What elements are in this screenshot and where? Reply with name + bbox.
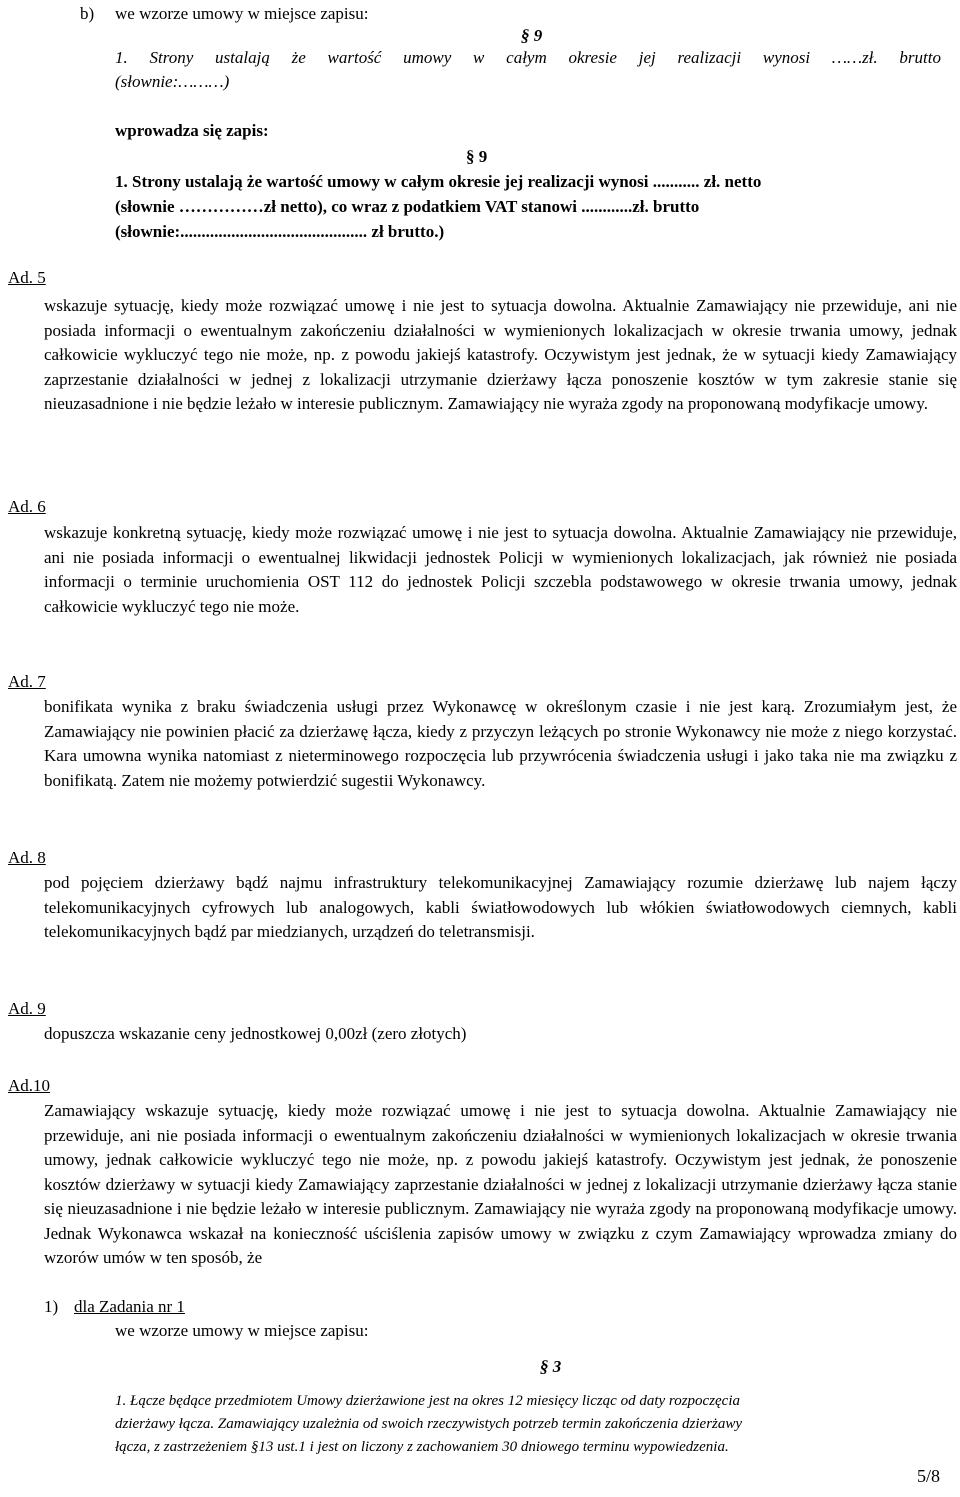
old-clause-line-1: 1. Strony ustalają że wartość umowy w całym okresie jej realizacji wynosi ……zł. brutto [115, 48, 941, 67]
clause-3-line-3: łącza, z zastrzeżeniem §13 ust.1 i jest on liczony z zachowaniem 30 dniowego terminu wypowiedzenia. [115, 1439, 729, 1455]
new-clause-line-3: (słownie:............................................ zł brutto.) [115, 222, 445, 241]
clause-3-line-1: 1. Łącze będące przedmiotem Umowy dzierżawione jest na okres 12 miesięcy licząc od daty rozpoczęcia [115, 1393, 741, 1409]
item-b-text: we wzorze umowy w miejsce zapisu: [115, 4, 369, 23]
section-9-new: § 9 [466, 147, 488, 166]
ad8-label: Ad. 8 [8, 848, 46, 867]
list-marker-b: b) [80, 4, 95, 23]
ad7-paragraph: bonifikata wynika z braku świadczenia usługi przez Wykonawcę w określonym czasie i nie jest karą. Zrozumiałym jest, że Zamawiający nie powinien płacić za dzierżawę łącza, kiedy z przyczyn leżących po stronie Wykonawcy nie może z niego korzystać. Kara umowna wynika natomiast z nieterminowego rozpoczęcia lub przywrócenia świadczenia usługi i jako taka nie ma związku z bonifikatą. Zatem nie możemy potwierdzić sugestii Wykonawcy. [44, 697, 957, 790]
new-clause-line-1: 1. Strony ustalają że wartość umowy w całym okresie jej realizacji wynosi ........... zł. netto [115, 172, 762, 191]
ad6-paragraph: wskazuje konkretną sytuację, kiedy może rozwiązać umowę i nie jest to sytuacja dowolna. Aktualnie Zamawiający nie przewiduje, ani nie posiada informacji o ewentualnej likwidacji jednostek Policji w wymienionych lokalizacjach, jak również nie posiada informacji o terminie uruchomienia OST 112 do jednostek Policji szczebla podstawowego w okresie trwania umowy, jednak całkowicie wykluczyć tego nie może. [44, 523, 957, 616]
clause-3-line-2: dzierżawy łącza. Zamawiający uzależnia od swoich rzeczywistych potrzeb termin zakończenia dzierżawy [115, 1416, 743, 1432]
page-number: 5/8 [917, 1466, 941, 1486]
ad10-item1-label: dla Zadania nr 1 [74, 1297, 185, 1316]
ad9-label: Ad. 9 [8, 999, 46, 1018]
ad10-item1-text: we wzorze umowy w miejsce zapisu: [115, 1321, 369, 1340]
section-3: § 3 [540, 1357, 562, 1376]
ad5-label: Ad. 5 [8, 268, 46, 287]
old-clause-line-2: (słownie:………) [115, 72, 230, 91]
section-9-old: § 9 [521, 26, 543, 45]
ad10-item1-number: 1) [44, 1297, 59, 1316]
ad8-paragraph: pod pojęciem dzierżawy bądź najmu infrastruktury telekomunikacyjnej Zamawiający rozumie dzierżawę lub najem łączy telekomunikacyjnych cyfrowych lub analogowych, kabli światłowodowych lub włókien światłowodowych ciemnych, kabli telekomunikacyjnych bądź par miedzianych, urządzeń do teletransmisji. [44, 873, 957, 941]
ad10-label: Ad.10 [8, 1076, 51, 1095]
ad5-paragraph: wskazuje sytuację, kiedy może rozwiązać umowę i nie jest to sytuacja dowolna. Aktualnie Zamawiający nie przewiduje, ani nie posiada informacji o ewentualnym zakończeniu działalności w wymienionych lokalizacjach w okresie trwania umowy, jednak całkowicie wykluczyć tego nie może, np. z powodu jakiejś katastrofy. Oczywistym jest jednak, że w sytuacji kiedy Zamawiający zaprzestanie działalności w jednej z lokalizacji utrzymanie dzierżawy łącza ponoszenie kosztów w tym zakresie stanie się nieuzasadnione i nie będzie leżało w interesie publicznym. Zamawiający nie wyraża zgody na proponowaną modyfikacje umowy. [44, 296, 957, 413]
ad6-label: Ad. 6 [8, 497, 46, 516]
ad7-label: Ad. 7 [8, 672, 46, 691]
ad10-paragraph: Zamawiający wskazuje sytuację, kiedy może rozwiązać umowę i nie jest to sytuacja dowolna. Aktualnie Zamawiający nie przewiduje, ani nie posiada informacji o ewentualnym zakończeniu działalności w wymienionych lokalizacjach w okresie trwania umowy, jednak całkowicie wykluczyć tego nie może, np. z powodu jakiejś katastrofy. Oczywistym jest jednak, że ponoszenie kosztów dzierżawy w sytuacji kiedy Zamawiający zaprzestanie działalności w jednej z lokalizacji utrzymanie dzierżawy łącza stanie się nieuzasadnione i nie będzie leżało w interesie publicznym. Zamawiający nie wyraża zgody na proponowaną modyfikacje umowy. Jednak Wykonawca wskazał na konieczność uściślenia zapisów umowy w związku z czym Zamawiający wprowadza zmiany do wzorów umów w ten sposób, że [44, 1101, 957, 1267]
new-clause-line-2: (słownie ……………zł netto), co wraz z podatkiem VAT stanowi ............zł. brutto [115, 197, 700, 216]
ad9-paragraph: dopuszcza wskazanie ceny jednostkowej 0,00zł (zero złotych) [44, 1024, 467, 1043]
intro-new-clause: wprowadza się zapis: [115, 121, 269, 140]
